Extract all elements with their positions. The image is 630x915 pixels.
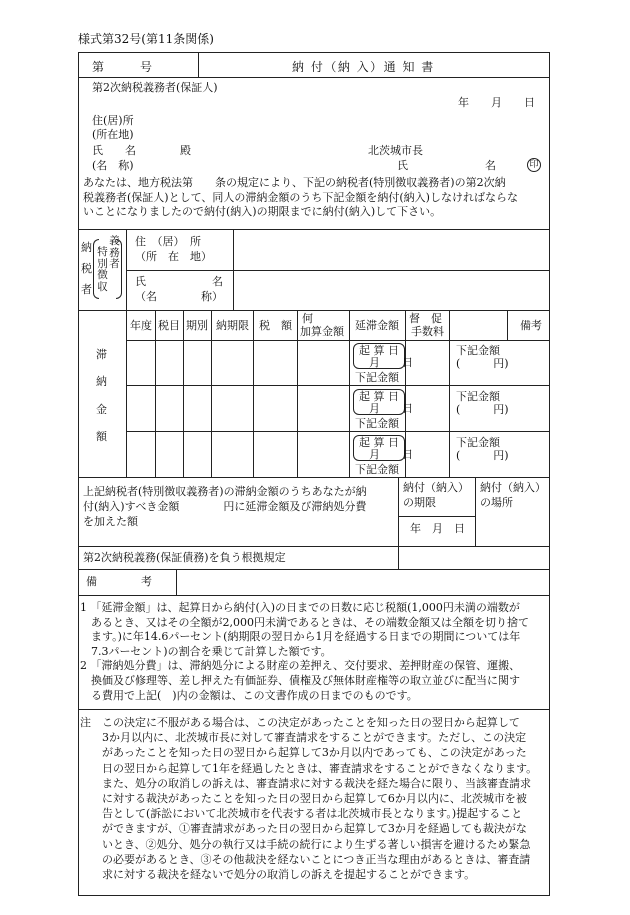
appeal-line-3: があったことを知った日の翌日から起算して3か月以内であっても、この決定があった (80, 746, 527, 760)
taxpayer-address-label: 住 （居） 所 (135, 235, 201, 248)
addressee-location-label: (所在地) (92, 128, 134, 141)
form-id: 様式第32号(第11条関係) (78, 32, 214, 46)
addressee-name-label: 氏 名 殿 (92, 144, 191, 157)
appeal-line-1: 注 この決定に不服がある場合は、この決定があったことを知った日の翌日から起算して (80, 716, 520, 729)
addressee-address-label: 住(居)所 (92, 114, 134, 127)
line-col-period (211, 310, 212, 477)
line-taxpayer-mid (126, 270, 550, 271)
arrears-side-4: 額 (96, 430, 107, 443)
remark-yen-label: ( 円) (456, 403, 509, 416)
remarks-label: 備 考 (86, 575, 152, 588)
deadline-date: 年 月 日 (410, 522, 465, 535)
addressee-entity-label: (名 称) (92, 159, 134, 172)
issue-date: 年 月 日 (458, 96, 535, 109)
payment-line-2: 付(納入)すべき金額 円に延滞金額及び滞納処分費 (83, 500, 367, 513)
note2-line-3: る費用で上記( )内の金額は、この文書作成の日までのものです。 (80, 688, 418, 702)
line-header-divider (198, 52, 199, 77)
taxpayer-side-top: 納 (81, 241, 92, 254)
intro-line-2: 税義務者(保証人)として、同人の滞納金額のうち下記金額を納付(納入)しなければならな (83, 190, 518, 204)
col-remarks-header: 備考 (520, 319, 542, 332)
line-col-added (349, 310, 350, 477)
note1-line-4: 7.3パーセント)の割合を乗じて計算した額です。 (80, 644, 332, 658)
line-col-due (253, 310, 254, 477)
deadline-label-1: 納付（納入） (403, 481, 469, 494)
note1-line-1: 1 「延滞金額」は、起算日から納付(入)の日までの日数に応じ税額(1,000円未満の端数が (80, 601, 520, 614)
line-arrears-bottom (78, 477, 550, 478)
line-remarks-divider (176, 569, 177, 595)
appeal-line-6: に対する裁決があったことを知った日の翌日から起算して6か月以内に、北茨城市を被 (80, 792, 527, 806)
remark-yen-label: ( 円) (456, 357, 509, 370)
line-col-fee (449, 310, 450, 477)
line-addressee-bottom (78, 229, 550, 230)
line-payment-inner (398, 516, 475, 517)
calc-start-label: 起 算 日 (359, 390, 399, 403)
taxpayer-entity-label: （名 称） (135, 290, 223, 303)
col-year-header: 年度 (130, 319, 152, 332)
notes-block (80, 601, 548, 703)
col-period-header: 期別 (186, 319, 208, 332)
appeal-line-5: また、処分の取消しの訴えは、審査請求に対する裁決を経た場合に限り、当該審査請求 (80, 776, 531, 790)
line-col-taxitem (183, 310, 184, 477)
arrears-side-3: 金 (96, 403, 107, 416)
col-taxitem-header: 税目 (158, 319, 180, 332)
line-arrears-row1 (126, 385, 550, 386)
calc-below-label: 下記金額 (355, 371, 399, 384)
calc-monthday-label: 月 日 (369, 402, 413, 415)
issuer-title: 北茨城市長 (368, 144, 423, 157)
remark-below-label: 下記金額 (456, 436, 500, 449)
col-fee-header-2: 手数料 (411, 325, 444, 338)
col-added-header-1: 何 (302, 312, 313, 325)
taxpayer-side-bot: 者 (81, 283, 92, 296)
line-arrears-header (126, 340, 550, 341)
addressee-role: 第2次納税義務者(保証人) (92, 81, 218, 94)
arrears-side-2: 納 (96, 375, 107, 388)
appeal-line-4: 日の翌日から起算して1年を経過したときは、審査請求をすることができなくなります。 (80, 761, 538, 775)
col-amount-header: 税 額 (259, 319, 292, 332)
note1-line-2: あるとき、又はその全額が2,000円未満であるときは、その端数金額又は全額を切り捨て (80, 615, 530, 629)
line-payment-bottom (78, 546, 550, 547)
payment-line-3: を加えた額 (83, 515, 138, 528)
taxpayer-location-label: （所 在 地） (135, 250, 212, 263)
line-remarks-bottom (78, 595, 550, 596)
seal-mark: 印 (527, 158, 541, 172)
document-title: 納 付（納 入）通 知 書 (292, 60, 435, 74)
note1-line-3: ます。)に年14.6パーセント(納期限の翌日から1月を経過する日までの期間については年 (80, 630, 521, 644)
payment-statement (83, 484, 395, 529)
note2-line-2: 換価及び修理等、差し押えた有価証券、債権及び無体財産権等の取立並びに配当に関す (80, 673, 520, 687)
note2-line-1: 2 「滞納処分費」は、滞納処分による財産の差押え、交付要求、差押財産の保管、運搬、 (80, 659, 521, 673)
line-taxpayer-bottom (78, 310, 550, 311)
line-arrears-side (126, 310, 127, 477)
place-label-2: の場所 (480, 496, 513, 509)
intro-line-1: あなたは、地方税法第 条の規定により、下記の納税者(特別徴収義務者)の第2次納 (83, 176, 506, 189)
line-arrears-row2 (126, 431, 550, 432)
calc-monthday-label: 月 日 (369, 448, 413, 461)
line-col-fee2 (507, 310, 508, 340)
appeal-line-7: 告として(訴訟において北茨城市を代表する者は北茨城市長となります。)提起すること (80, 807, 523, 821)
line-basis-divider (398, 546, 399, 569)
col-delinquency-header: 延滞金額 (355, 319, 399, 332)
deadline-label-2: の期限 (403, 496, 436, 509)
appeal-line-9: いとき、②処分、処分の執行又は手続の続行により生ずる著しい損害を避けるため緊急 (80, 837, 531, 851)
intro-line-3: いことになりましたので納付(納入)の期限までに納付(納入)して下さい。 (83, 205, 442, 219)
calc-monthday-label: 月 日 (369, 356, 413, 369)
line-col-amount (297, 310, 298, 477)
appeal-line-11: 求に対する裁決を経ないで処分の取消しの訴えを提起することができます。 (80, 868, 476, 882)
line-basis-bottom (78, 569, 550, 570)
calc-start-label: 起 算 日 (359, 344, 399, 357)
line-payment-divider (398, 477, 399, 546)
taxpayer-side-mid: 税 (81, 262, 92, 275)
arrears-side-1: 滞 (96, 348, 107, 361)
line-notes-bottom (78, 709, 550, 710)
remark-below-label: 下記金額 (456, 390, 500, 403)
remark-yen-label: ( 円) (456, 449, 509, 462)
taxpayer-name-label: 氏 名 (135, 275, 223, 288)
basis-label: 第2次納税義務(保証債務)を負う根拠規定 (83, 551, 286, 564)
intro-paragraph (83, 176, 545, 220)
line-payment-divider2 (475, 477, 476, 546)
place-label-1: 納付（納入） (480, 481, 546, 494)
calc-below-label: 下記金額 (355, 463, 399, 476)
col-added-header-2: 加算金額 (300, 325, 344, 338)
payment-line-1: 上記納税者(特別徴収義務者)の滞納金額のうちあなたが納 (83, 485, 367, 498)
taxpayer-sub-col-1: 特 別 徴 収 (97, 246, 108, 293)
appeal-line-8: ができますが、①審査請求があった日の翌日から起算して3か月を経過しても裁決がな (80, 822, 527, 836)
calc-start-label: 起 算 日 (359, 436, 399, 449)
remark-below-label: 下記金額 (456, 344, 500, 357)
line-header-bottom (78, 77, 550, 78)
appeal-line-10: の必要があるとき、③その他裁決を経ないことにつき正当な理由があるときは、審査請 (80, 852, 531, 866)
calc-below-label: 下記金額 (355, 417, 399, 430)
appeal-line-2: 3か月以内に、北茨城市長に対して審査請求をすることができます。ただし、この決定 (80, 731, 527, 745)
taxpayer-sub-col-2: 義 務 者 (109, 235, 120, 270)
line-col-year (155, 310, 156, 477)
issuer-name-label: 氏 名 (397, 159, 496, 172)
appeal-notice (80, 715, 548, 882)
col-fee-header-1: 督 促 (409, 312, 442, 325)
col-due-header: 納期限 (216, 319, 249, 332)
number-label: 第 号 (92, 60, 153, 74)
